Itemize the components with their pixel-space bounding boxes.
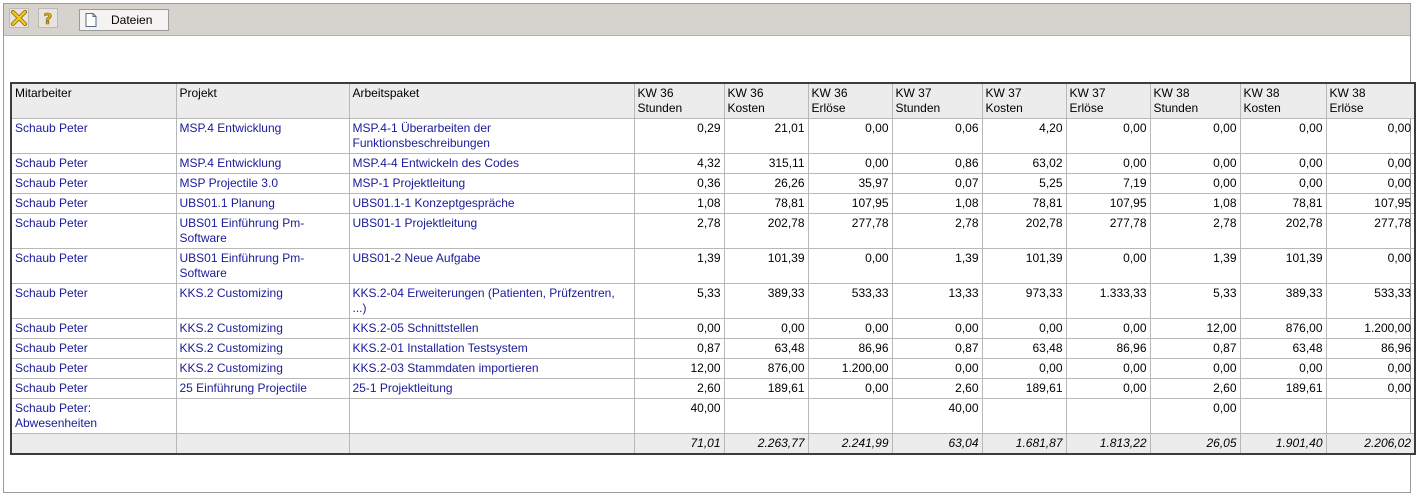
totals-empty-cell (11, 434, 176, 455)
value-cell (1326, 399, 1415, 434)
value-cell: 277,78 (1326, 214, 1415, 249)
value-cell: 0,00 (1150, 154, 1240, 174)
value-cell: 7,19 (1066, 174, 1150, 194)
value-cell: 0,00 (1240, 154, 1326, 174)
column-header-label: Stunden (637, 101, 683, 115)
value-cell: 4,20 (982, 119, 1066, 154)
value-cell: 1,39 (634, 249, 724, 284)
value-cell: 26,26 (724, 174, 808, 194)
value-cell: 0,00 (1066, 359, 1150, 379)
total-cell: 26,05 (1150, 434, 1240, 455)
value-cell: 0,00 (808, 319, 892, 339)
project-link[interactable]: MSP Projectile 3.0 (176, 174, 349, 194)
value-cell: 277,78 (1066, 214, 1150, 249)
value-cell: 1.200,00 (1326, 319, 1415, 339)
value-cell: 876,00 (724, 359, 808, 379)
value-cell: 0,29 (634, 119, 724, 154)
column-header-label: Erlöse (1329, 101, 1364, 115)
value-cell: 63,48 (724, 339, 808, 359)
table-row (11, 359, 1415, 379)
table-row (11, 174, 1415, 194)
value-cell: 0,00 (982, 319, 1066, 339)
value-cell: 1,39 (1150, 249, 1240, 284)
column-header-label: KW 38 (1243, 86, 1280, 100)
employee-link[interactable]: Schaub Peter: Abwesenheiten (11, 399, 176, 434)
value-cell: 0,00 (1066, 379, 1150, 399)
table-row (11, 379, 1415, 399)
value-cell: 86,96 (808, 339, 892, 359)
value-cell: 189,61 (724, 379, 808, 399)
value-cell: 1.333,33 (1066, 284, 1150, 319)
value-cell: 973,33 (982, 284, 1066, 319)
table-row (11, 284, 1415, 319)
value-cell (1066, 399, 1150, 434)
value-cell: 13,33 (892, 284, 982, 319)
column-header[interactable] (1326, 83, 1415, 119)
value-cell: 2,78 (892, 214, 982, 249)
table-row (11, 214, 1415, 249)
value-cell: 107,95 (1066, 194, 1150, 214)
value-cell: 202,78 (982, 214, 1066, 249)
value-cell (982, 399, 1066, 434)
value-cell: 2,78 (1150, 214, 1240, 249)
column-header-label: KW 36 (811, 86, 848, 100)
column-header-label: Projekt (179, 86, 217, 100)
value-cell: 0,00 (1240, 359, 1326, 379)
value-cell: 277,78 (808, 214, 892, 249)
employee-link[interactable]: Schaub Peter (11, 284, 176, 319)
column-header-label: Erlöse (1069, 101, 1104, 115)
document-icon (85, 13, 97, 30)
column-header[interactable] (892, 83, 982, 119)
column-header-label: KW 36 (727, 86, 764, 100)
report-window (3, 3, 1411, 493)
value-cell: 0,00 (1326, 359, 1415, 379)
column-header[interactable] (634, 83, 724, 119)
files-button-label: Dateien (111, 13, 153, 27)
work-package-link[interactable]: UBS01-1 Projektleitung (349, 214, 634, 249)
value-cell: 107,95 (1326, 194, 1415, 214)
value-cell: 86,96 (1066, 339, 1150, 359)
hours-cost-table (10, 82, 1416, 455)
value-cell: 0,00 (1066, 119, 1150, 154)
value-cell: 0,00 (1326, 154, 1415, 174)
value-cell (1240, 399, 1326, 434)
value-cell: 0,06 (892, 119, 982, 154)
column-header[interactable] (1066, 83, 1150, 119)
value-cell: 0,00 (1326, 174, 1415, 194)
project-link[interactable]: MSP.4 Entwicklung (176, 154, 349, 174)
value-cell: 86,96 (1326, 339, 1415, 359)
table-row (11, 249, 1415, 284)
value-cell: 0,00 (1150, 174, 1240, 194)
value-cell: 1,39 (892, 249, 982, 284)
column-header[interactable] (349, 83, 634, 119)
column-header[interactable] (1150, 83, 1240, 119)
project-link[interactable]: UBS01 Einführung Pm-Software (176, 214, 349, 249)
project-link[interactable]: UBS01.1 Planung (176, 194, 349, 214)
employee-link[interactable]: Schaub Peter (11, 174, 176, 194)
value-cell: 533,33 (1326, 284, 1415, 319)
employee-link[interactable]: Schaub Peter (11, 249, 176, 284)
value-cell: 876,00 (1240, 319, 1326, 339)
column-header[interactable] (982, 83, 1066, 119)
total-cell: 1.901,40 (1240, 434, 1326, 455)
employee-link[interactable]: Schaub Peter (11, 194, 176, 214)
employee-link[interactable]: Schaub Peter (11, 154, 176, 174)
work-package-link[interactable]: KKS.2-03 Stammdaten importieren (349, 359, 634, 379)
value-cell (808, 399, 892, 434)
value-cell: 12,00 (634, 359, 724, 379)
value-cell: 0,00 (892, 319, 982, 339)
value-cell: 2,60 (634, 379, 724, 399)
value-cell: 0,00 (808, 249, 892, 284)
value-cell: 101,39 (724, 249, 808, 284)
column-header[interactable] (808, 83, 892, 119)
value-cell: 2,60 (892, 379, 982, 399)
column-header-label: Kosten (1243, 101, 1281, 115)
value-cell: 2,60 (1150, 379, 1240, 399)
value-cell: 0,87 (892, 339, 982, 359)
value-cell: 107,95 (808, 194, 892, 214)
value-cell: 0,00 (808, 379, 892, 399)
value-cell: 101,39 (1240, 249, 1326, 284)
employee-link[interactable]: Schaub Peter (11, 119, 176, 154)
total-cell: 2.241,99 (808, 434, 892, 455)
value-cell: 0,00 (634, 319, 724, 339)
column-header-label: KW 38 (1153, 86, 1190, 100)
value-cell: 0,87 (634, 339, 724, 359)
column-header-label: Arbeitspaket (352, 86, 420, 100)
column-header-label: Kosten (727, 101, 765, 115)
employee-link[interactable]: Schaub Peter (11, 319, 176, 339)
employee-link[interactable]: Schaub Peter (11, 379, 176, 399)
value-cell: 315,11 (724, 154, 808, 174)
totals-row (11, 434, 1415, 455)
value-cell: 0,00 (1150, 119, 1240, 154)
header-row (11, 83, 1415, 119)
value-cell: 0,00 (1326, 379, 1415, 399)
project-link[interactable]: 25 Einführung Projectile (176, 379, 349, 399)
value-cell: 12,00 (1150, 319, 1240, 339)
value-cell: 0,00 (1150, 399, 1240, 434)
column-header-label: Erlöse (811, 101, 846, 115)
value-cell: 0,00 (1150, 359, 1240, 379)
table-row (11, 194, 1415, 214)
value-cell: 1,08 (1150, 194, 1240, 214)
value-cell: 5,25 (982, 174, 1066, 194)
column-header-label: KW 37 (985, 86, 1022, 100)
work-package-link[interactable]: UBS01-2 Neue Aufgabe (349, 249, 634, 284)
value-cell: 78,81 (724, 194, 808, 214)
column-header[interactable] (11, 83, 176, 119)
value-cell: 63,02 (982, 154, 1066, 174)
value-cell: 40,00 (634, 399, 724, 434)
files-button[interactable] (79, 9, 169, 31)
value-cell: 389,33 (1240, 284, 1326, 319)
value-cell: 0,00 (1066, 154, 1150, 174)
project-link[interactable]: KKS.2 Customizing (176, 339, 349, 359)
value-cell: 533,33 (808, 284, 892, 319)
table-row (11, 399, 1415, 434)
value-cell: 202,78 (1240, 214, 1326, 249)
work-package-link[interactable]: KKS.2-05 Schnittstellen (349, 319, 634, 339)
value-cell: 0,86 (892, 154, 982, 174)
total-cell: 2.263,77 (724, 434, 808, 455)
value-cell: 35,97 (808, 174, 892, 194)
work-package-link[interactable]: MSP.4-4 Entwickeln des Codes (349, 154, 634, 174)
toolbar (4, 4, 1410, 36)
totals-empty-cell (349, 434, 634, 455)
value-cell: 0,07 (892, 174, 982, 194)
column-header[interactable] (176, 83, 349, 119)
project-link (176, 399, 349, 434)
employee-link[interactable]: Schaub Peter (11, 359, 176, 379)
help-question-icon[interactable] (38, 8, 58, 28)
value-cell: 63,48 (982, 339, 1066, 359)
column-header-label: KW 37 (895, 86, 932, 100)
column-header-label: KW 36 (637, 86, 674, 100)
column-header[interactable] (1240, 83, 1326, 119)
column-header-label: Mitarbeiter (15, 86, 72, 100)
value-cell: 2,78 (634, 214, 724, 249)
value-cell: 0,00 (1240, 119, 1326, 154)
value-cell: 1,08 (892, 194, 982, 214)
column-header-label: KW 37 (1069, 86, 1106, 100)
value-cell: 0,87 (1150, 339, 1240, 359)
work-package-link[interactable]: MSP.4-1 Überarbeiten der Funktionsbeschreibungen (349, 119, 634, 154)
value-cell: 189,61 (982, 379, 1066, 399)
employee-link[interactable]: Schaub Peter (11, 214, 176, 249)
value-cell: 40,00 (892, 399, 982, 434)
table-row (11, 319, 1415, 339)
value-cell: 389,33 (724, 284, 808, 319)
value-cell: 0,00 (1066, 249, 1150, 284)
svg-text:?: ? (43, 10, 53, 26)
value-cell: 1,08 (634, 194, 724, 214)
work-package-link (349, 399, 634, 434)
column-header-label: Kosten (985, 101, 1023, 115)
value-cell: 0,00 (1326, 119, 1415, 154)
project-link[interactable]: KKS.2 Customizing (176, 284, 349, 319)
total-cell: 2.206,02 (1326, 434, 1415, 455)
column-header[interactable] (724, 83, 808, 119)
work-package-link[interactable]: KKS.2-04 Erweiterungen (Patienten, Prüfzentren, ...) (349, 284, 634, 319)
value-cell (724, 399, 808, 434)
value-cell: 0,00 (1326, 249, 1415, 284)
value-cell: 189,61 (1240, 379, 1326, 399)
value-cell: 0,36 (634, 174, 724, 194)
close-x-icon[interactable] (9, 8, 29, 28)
totals-empty-cell (176, 434, 349, 455)
value-cell: 1.200,00 (808, 359, 892, 379)
report-grid (10, 82, 1416, 455)
work-package-link[interactable]: UBS01.1-1 Konzeptgespräche (349, 194, 634, 214)
value-cell: 0,00 (808, 119, 892, 154)
project-link[interactable]: UBS01 Einführung Pm-Software (176, 249, 349, 284)
value-cell: 0,00 (1240, 174, 1326, 194)
table-row (11, 339, 1415, 359)
value-cell: 202,78 (724, 214, 808, 249)
value-cell: 0,00 (892, 359, 982, 379)
value-cell: 21,01 (724, 119, 808, 154)
value-cell: 63,48 (1240, 339, 1326, 359)
total-cell: 1.681,87 (982, 434, 1066, 455)
work-package-link[interactable]: KKS.2-01 Installation Testsystem (349, 339, 634, 359)
table-row (11, 154, 1415, 174)
value-cell: 101,39 (982, 249, 1066, 284)
value-cell: 0,00 (1066, 319, 1150, 339)
work-package-link[interactable]: MSP-1 Projektleitung (349, 174, 634, 194)
column-header-label: KW 38 (1329, 86, 1366, 100)
value-cell: 78,81 (1240, 194, 1326, 214)
project-link[interactable]: KKS.2 Customizing (176, 359, 349, 379)
employee-link[interactable]: Schaub Peter (11, 339, 176, 359)
value-cell: 5,33 (1150, 284, 1240, 319)
value-cell: 4,32 (634, 154, 724, 174)
value-cell: 5,33 (634, 284, 724, 319)
column-header-label: Stunden (895, 101, 941, 115)
project-link[interactable]: KKS.2 Customizing (176, 319, 349, 339)
value-cell: 0,00 (982, 359, 1066, 379)
work-package-link[interactable]: 25-1 Projektleitung (349, 379, 634, 399)
total-cell: 71,01 (634, 434, 724, 455)
column-header-label: Stunden (1153, 101, 1199, 115)
total-cell: 1.813,22 (1066, 434, 1150, 455)
value-cell: 0,00 (724, 319, 808, 339)
total-cell: 63,04 (892, 434, 982, 455)
value-cell: 78,81 (982, 194, 1066, 214)
project-link[interactable]: MSP.4 Entwicklung (176, 119, 349, 154)
table-row (11, 119, 1415, 154)
value-cell: 0,00 (808, 154, 892, 174)
